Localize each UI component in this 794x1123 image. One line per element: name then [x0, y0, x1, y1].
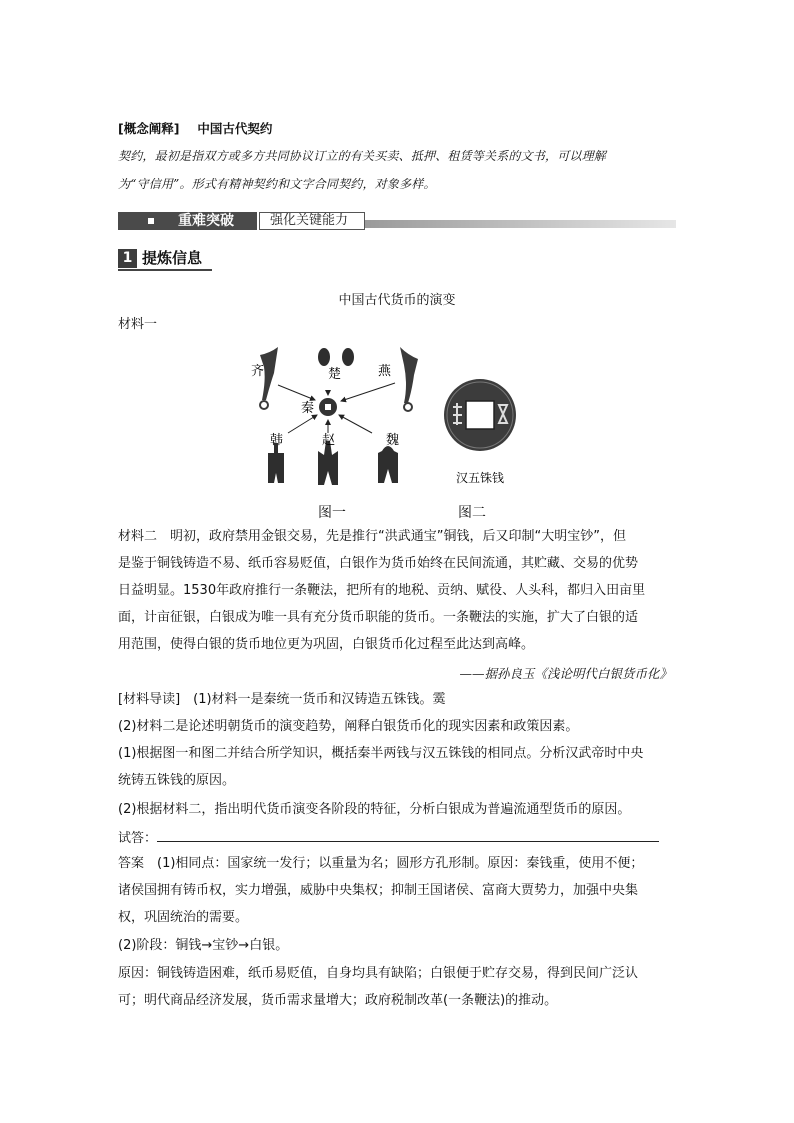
concept-heading	[118, 121, 272, 137]
arrow-qi	[278, 385, 315, 400]
reading-guide-line-2: (2)材料二是论述明朝货币的演变趋势，阐释白银货币化的现实因素和政策因素。	[118, 719, 579, 734]
concept-text-line-2: 为“守信用”。形式有精神契约和文字合同契约，对象多样。	[118, 177, 436, 191]
section-banner	[118, 210, 676, 232]
subsection-underline	[118, 269, 212, 271]
material2-line-5: 用范围，使得白银的货币地位更为巩固，白银货币化过程至此达到高峰。	[118, 637, 535, 652]
chu-antnose-coin-icon-2	[342, 348, 354, 366]
trial-answer-row	[118, 829, 659, 847]
answer-line-4: (2)阶段：铜钱→宝钞→白银。	[118, 938, 289, 953]
figure2-label: 汉五铢钱	[456, 471, 505, 485]
figure1-caption: 图一	[318, 505, 346, 521]
answer-line-2: 诸侯国拥有铸币权，实力增强，威胁中央集权；抑制王国诸侯、富商大贾势力，加强中央集	[118, 883, 639, 898]
chu-antnose-coin-icon	[318, 348, 330, 366]
section-subtitle: 强化关键能力	[270, 213, 349, 228]
figure2-wuzhu-coin	[444, 379, 516, 485]
section-gradient-rule	[365, 220, 676, 228]
question1-line-2: 统铸五铢钱的原因。	[118, 773, 236, 788]
answer-line-6: 可；明代商品经济发展，货币需求量增大；政府税制改革(一条鞭法)的推动。	[118, 993, 558, 1008]
arrow-han	[288, 415, 317, 433]
coin-figures	[248, 345, 538, 495]
trial-answer-label: 试答：	[118, 831, 158, 846]
state-label-chu: 楚	[328, 367, 342, 382]
yan-knife-ring-icon	[404, 403, 412, 411]
material2-line-1: 材料二 明初，政府禁用金银交易，先是推行“洪武通宝”铜钱，后又印制“大明宝钞”，但	[118, 529, 626, 544]
concept-topic: 中国古代契约	[197, 121, 273, 136]
material2-source: ——据孙良玉《浅论明代白银货币化》	[459, 666, 672, 681]
answer-line-5: 原因：铜钱铸造困难，纸币易贬值，自身均具有缺陷；白银便于贮存交易，得到民间广泛认	[118, 966, 639, 981]
wei-spade-coin-icon	[378, 446, 398, 483]
han-spade-coin-icon	[268, 443, 284, 483]
subsection-title: 提炼信息	[142, 249, 203, 267]
section-title: 重难突破	[178, 213, 234, 229]
material2-line-3: 日益明显。1530年政府推行一条鞭法，把所有的地税、贡纳、赋役、人头科，都归入田亩里	[118, 583, 646, 598]
state-label-han: 韩	[270, 433, 284, 448]
arrow-wei	[339, 415, 372, 433]
state-label-wei: 魏	[386, 433, 400, 448]
reading-guide-line-1: [材料导读] (1)材料一是秦统一货币和汉铸造五铢钱。霙	[118, 692, 446, 707]
question1-line-1: (1)根据图一和图二并结合所学知识，概括秦半两钱与汉五铢钱的相同点。分析汉武帝时中央	[118, 746, 644, 761]
state-label-qi: 齐	[251, 364, 265, 379]
trial-answer-blank[interactable]	[157, 829, 659, 842]
answer-line-1: 答案 (1)相同点：国家统一发行；以重量为名；圆形方孔形制。原因：秦钱重，使用不便；	[118, 856, 644, 871]
yan-knife-coin-icon	[400, 347, 418, 403]
question2: (2)根据材料二，指出明代货币演变各阶段的特征，分析白银成为普遍流通型货币的原因。	[118, 802, 631, 817]
answer-line-3: 权，巩固统治的需要。	[118, 910, 249, 925]
figure2-caption: 图二	[458, 505, 486, 521]
figure1-diagram	[251, 347, 418, 485]
material2-line-4: 面，计亩征银，白银成为唯一具有充分货币职能的货币。一条鞭法的实施，扩大了白银的适	[118, 610, 639, 625]
concept-tag: [概念阐释]	[118, 121, 180, 136]
state-label-yan: 燕	[378, 364, 392, 379]
material1-label: 材料一	[118, 317, 158, 332]
subsection-number: 1	[118, 249, 137, 268]
content-title: 中国古代货币的演变	[338, 293, 456, 308]
section-subtitle-box	[259, 212, 365, 230]
arrow-yan	[341, 383, 395, 401]
material2-line-2: 是鉴于铜钱铸造不易、纸币容易贬值，白银作为货币始终在民间流通，其贮藏、交易的优势	[118, 556, 639, 571]
square-bullet-icon	[148, 218, 154, 224]
qi-knife-ring-icon	[260, 401, 268, 409]
state-label-qin: 秦	[301, 401, 315, 416]
concept-text-line-1: 契约，最初是指双方或多方共同协议订立的有关买卖、抵押、租赁等关系的文书，可以理解	[118, 149, 607, 163]
state-label-zhao: 赵	[322, 433, 336, 448]
section-title-block	[118, 212, 257, 230]
